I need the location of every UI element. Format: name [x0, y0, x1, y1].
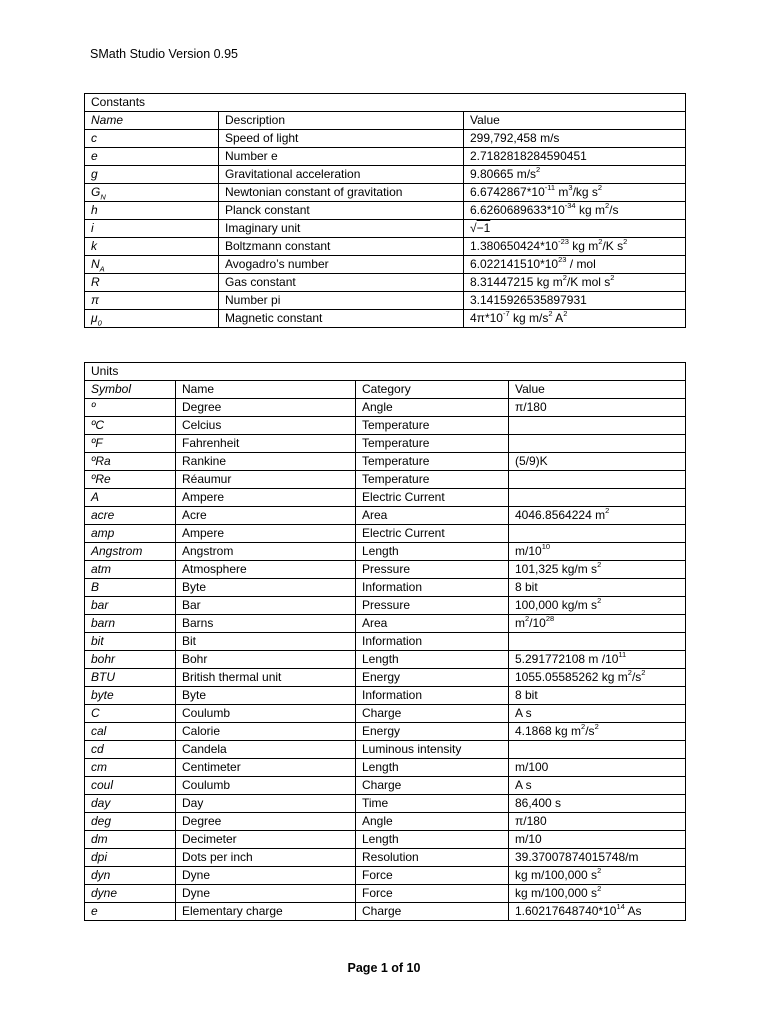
- constant-description: Number e: [219, 148, 464, 166]
- constant-description: Gas constant: [219, 274, 464, 292]
- constant-name: $G_N$: [85, 184, 219, 202]
- constant-value: $6.6260689633*10^{-34}$ kg $m^2/s$: [464, 202, 686, 220]
- constant-name: $\mu_0$: [85, 310, 219, 328]
- unit-symbol: bit: [85, 633, 176, 651]
- constant-name: π: [85, 292, 219, 310]
- constant-name: g: [85, 166, 219, 184]
- unit-name: Byte: [176, 687, 356, 705]
- unit-category: Force: [356, 867, 509, 885]
- units-column-header: Value: [509, 381, 686, 399]
- unit-value: 8 bit: [509, 579, 686, 597]
- unit-category: Pressure: [356, 597, 509, 615]
- constant-value: $1.380650424*10^{-23}$ kg $m^2/K$ $s^2$: [464, 238, 686, 256]
- unit-category: Angle: [356, 399, 509, 417]
- unit-value: 4.1868 kg $m^2/s^2$: [509, 723, 686, 741]
- unit-category: Time: [356, 795, 509, 813]
- units-row: [85, 741, 686, 759]
- unit-value: [509, 471, 686, 489]
- constants-title-row: [85, 94, 686, 112]
- units-row: [85, 813, 686, 831]
- unit-name: Byte: [176, 579, 356, 597]
- constant-description: Speed of light: [219, 130, 464, 148]
- units-row: [85, 795, 686, 813]
- unit-category: Electric Current: [356, 489, 509, 507]
- constants-row: [85, 130, 686, 148]
- constants-column-header: Description: [219, 112, 464, 130]
- unit-name: Ampere: [176, 525, 356, 543]
- constants-row: [85, 256, 686, 274]
- constant-description: Planck constant: [219, 202, 464, 220]
- unit-value: $m^2/10^{28}$: [509, 615, 686, 633]
- unit-symbol: ºRe: [85, 471, 176, 489]
- constant-name: k: [85, 238, 219, 256]
- unit-name: Candela: [176, 741, 356, 759]
- unit-category: Pressure: [356, 561, 509, 579]
- unit-name: Dots per inch: [176, 849, 356, 867]
- unit-symbol: dpi: [85, 849, 176, 867]
- unit-symbol: e: [85, 903, 176, 921]
- document-header: SMath Studio Version 0.95: [90, 47, 239, 61]
- unit-category: Charge: [356, 777, 509, 795]
- constants-column-header: Value: [464, 112, 686, 130]
- unit-category: Information: [356, 579, 509, 597]
- units-row: [85, 561, 686, 579]
- constant-description: Imaginary unit: [219, 220, 464, 238]
- unit-value: m/100: [509, 759, 686, 777]
- unit-value: $1.60217648740*10^{14}$ As: [509, 903, 686, 921]
- unit-name: Réaumur: [176, 471, 356, 489]
- unit-symbol: dm: [85, 831, 176, 849]
- unit-category: Force: [356, 885, 509, 903]
- unit-value: 101,325 kg/m $s^2$: [509, 561, 686, 579]
- unit-name: Bohr: [176, 651, 356, 669]
- constant-description: Avogadro’s number: [219, 256, 464, 274]
- constant-name: i: [85, 220, 219, 238]
- constant-name: h: [85, 202, 219, 220]
- units-row: [85, 885, 686, 903]
- unit-symbol: B: [85, 579, 176, 597]
- units-header-row: [85, 381, 686, 399]
- unit-category: Length: [356, 831, 509, 849]
- units-row: [85, 867, 686, 885]
- constants-header-row: [85, 112, 686, 130]
- constant-name: R: [85, 274, 219, 292]
- unit-category: Length: [356, 543, 509, 561]
- unit-category: Temperature: [356, 453, 509, 471]
- unit-symbol: bar: [85, 597, 176, 615]
- unit-category: Charge: [356, 903, 509, 921]
- unit-category: Length: [356, 759, 509, 777]
- constants-row: [85, 166, 686, 184]
- unit-symbol: ºF: [85, 435, 176, 453]
- unit-symbol: dyn: [85, 867, 176, 885]
- units-column-header: Category: [356, 381, 509, 399]
- unit-value: kg m/100,000 $s^2$: [509, 867, 686, 885]
- units-row: [85, 579, 686, 597]
- unit-value: 4046.8564224 $m^2$: [509, 507, 686, 525]
- units-row: [85, 723, 686, 741]
- constants-title: Constants: [85, 94, 686, 112]
- unit-value: 1055.05585262 kg $m^2/s^2$: [509, 669, 686, 687]
- page-number: Page 1 of 10: [347, 961, 421, 975]
- constant-name: c: [85, 130, 219, 148]
- unit-symbol: A: [85, 489, 176, 507]
- constant-description: Newtonian constant of gravitation: [219, 184, 464, 202]
- units-column-header: Name: [176, 381, 356, 399]
- constant-value: 8.31447215 kg $m^2/K$ mol $s^2$: [464, 274, 686, 292]
- constant-value: 2.7182818284590451: [464, 148, 686, 166]
- units-row: [85, 633, 686, 651]
- unit-value: 86,400 s: [509, 795, 686, 813]
- units-row: [85, 687, 686, 705]
- unit-value: (5/9)K: [509, 453, 686, 471]
- units-row: [85, 489, 686, 507]
- constant-value: $6.6742867*10^{-11}$ $m^3/kg$ $s^2$: [464, 184, 686, 202]
- constant-description: Magnetic constant: [219, 310, 464, 328]
- unit-value: π/180: [509, 399, 686, 417]
- unit-name: Angstrom: [176, 543, 356, 561]
- units-row: [85, 669, 686, 687]
- unit-category: Energy: [356, 723, 509, 741]
- unit-value: 100,000 kg/m $s^2$: [509, 597, 686, 615]
- unit-name: Dyne: [176, 885, 356, 903]
- unit-name: Day: [176, 795, 356, 813]
- units-row: [85, 597, 686, 615]
- unit-category: Resolution: [356, 849, 509, 867]
- constants-table: [84, 93, 686, 328]
- unit-category: Temperature: [356, 417, 509, 435]
- constants-row: [85, 184, 686, 202]
- unit-name: British thermal unit: [176, 669, 356, 687]
- unit-value: $m/10^{10}$: [509, 543, 686, 561]
- unit-value: π/180: [509, 813, 686, 831]
- unit-category: Area: [356, 615, 509, 633]
- units-row: [85, 651, 686, 669]
- constants-row: [85, 238, 686, 256]
- unit-name: Centimeter: [176, 759, 356, 777]
- constant-value: √−1: [464, 220, 686, 238]
- constant-value: 299,792,458 m/s: [464, 130, 686, 148]
- constant-description: Number pi: [219, 292, 464, 310]
- unit-name: Decimeter: [176, 831, 356, 849]
- units-row: [85, 777, 686, 795]
- unit-category: Length: [356, 651, 509, 669]
- unit-value: 5.291772108 m $/10^{11}$: [509, 651, 686, 669]
- unit-name: Celcius: [176, 417, 356, 435]
- constants-row: [85, 202, 686, 220]
- units-row: [85, 417, 686, 435]
- unit-name: Calorie: [176, 723, 356, 741]
- units-row: [85, 399, 686, 417]
- unit-name: Elementary charge: [176, 903, 356, 921]
- constant-value: $6.022141510*10^{23}$ / mol: [464, 256, 686, 274]
- constant-description: Boltzmann constant: [219, 238, 464, 256]
- constant-description: Gravitational acceleration: [219, 166, 464, 184]
- units-row: [85, 705, 686, 723]
- unit-symbol: atm: [85, 561, 176, 579]
- unit-symbol: dyne: [85, 885, 176, 903]
- unit-name: Acre: [176, 507, 356, 525]
- unit-symbol: BTU: [85, 669, 176, 687]
- unit-symbol: day: [85, 795, 176, 813]
- units-title: Units: [85, 363, 686, 381]
- unit-category: Angle: [356, 813, 509, 831]
- unit-value: 8 bit: [509, 687, 686, 705]
- constants-row: [85, 310, 686, 328]
- unit-value: m/10: [509, 831, 686, 849]
- unit-symbol: Angstrom: [85, 543, 176, 561]
- unit-value: 39.37007874015748/m: [509, 849, 686, 867]
- constants-column-header: Name: [85, 112, 219, 130]
- unit-name: Bit: [176, 633, 356, 651]
- unit-category: Luminous intensity: [356, 741, 509, 759]
- unit-value: A s: [509, 777, 686, 795]
- constants-row: [85, 148, 686, 166]
- units-row: [85, 525, 686, 543]
- unit-name: Ampere: [176, 489, 356, 507]
- units-row: [85, 759, 686, 777]
- unit-value: [509, 525, 686, 543]
- unit-symbol: bohr: [85, 651, 176, 669]
- unit-category: Area: [356, 507, 509, 525]
- unit-category: Information: [356, 633, 509, 651]
- units-row: [85, 543, 686, 561]
- units-row: [85, 615, 686, 633]
- unit-name: Barns: [176, 615, 356, 633]
- unit-symbol: deg: [85, 813, 176, 831]
- unit-symbol: acre: [85, 507, 176, 525]
- unit-value: [509, 417, 686, 435]
- unit-symbol: º: [85, 399, 176, 417]
- unit-symbol: cal: [85, 723, 176, 741]
- unit-name: Bar: [176, 597, 356, 615]
- units-row: [85, 453, 686, 471]
- constant-value: 3.1415926535897931: [464, 292, 686, 310]
- unit-symbol: barn: [85, 615, 176, 633]
- unit-symbol: ºC: [85, 417, 176, 435]
- unit-symbol: cd: [85, 741, 176, 759]
- unit-name: Coulumb: [176, 777, 356, 795]
- unit-symbol: cm: [85, 759, 176, 777]
- unit-name: Coulumb: [176, 705, 356, 723]
- unit-symbol: coul: [85, 777, 176, 795]
- unit-value: [509, 489, 686, 507]
- constants-row: [85, 274, 686, 292]
- unit-value: [509, 741, 686, 759]
- constant-name: $N_A$: [85, 256, 219, 274]
- constant-name: e: [85, 148, 219, 166]
- unit-name: Fahrenheit: [176, 435, 356, 453]
- unit-symbol: byte: [85, 687, 176, 705]
- units-row: [85, 507, 686, 525]
- unit-category: Charge: [356, 705, 509, 723]
- unit-value: kg m/100,000 $s^2$: [509, 885, 686, 903]
- unit-symbol: ºRa: [85, 453, 176, 471]
- constants-row: [85, 292, 686, 310]
- units-column-header: Symbol: [85, 381, 176, 399]
- unit-name: Dyne: [176, 867, 356, 885]
- units-row: [85, 849, 686, 867]
- unit-name: Atmosphere: [176, 561, 356, 579]
- units-row: [85, 831, 686, 849]
- unit-symbol: C: [85, 705, 176, 723]
- unit-symbol: amp: [85, 525, 176, 543]
- units-title-row: [85, 363, 686, 381]
- unit-value: [509, 633, 686, 651]
- unit-value: A s: [509, 705, 686, 723]
- unit-name: Degree: [176, 813, 356, 831]
- unit-category: Electric Current: [356, 525, 509, 543]
- unit-category: Temperature: [356, 435, 509, 453]
- unit-category: Energy: [356, 669, 509, 687]
- units-row: [85, 435, 686, 453]
- constants-row: [85, 220, 686, 238]
- constant-value: 9.80665 $m/s^2$: [464, 166, 686, 184]
- constant-value: $4\pi*10^{-7}$ kg $m/s^2$ $A^2$: [464, 310, 686, 328]
- units-row: [85, 903, 686, 921]
- unit-value: [509, 435, 686, 453]
- unit-name: Degree: [176, 399, 356, 417]
- unit-category: Information: [356, 687, 509, 705]
- units-row: [85, 471, 686, 489]
- units-table: [84, 362, 686, 921]
- unit-name: Rankine: [176, 453, 356, 471]
- unit-category: Temperature: [356, 471, 509, 489]
